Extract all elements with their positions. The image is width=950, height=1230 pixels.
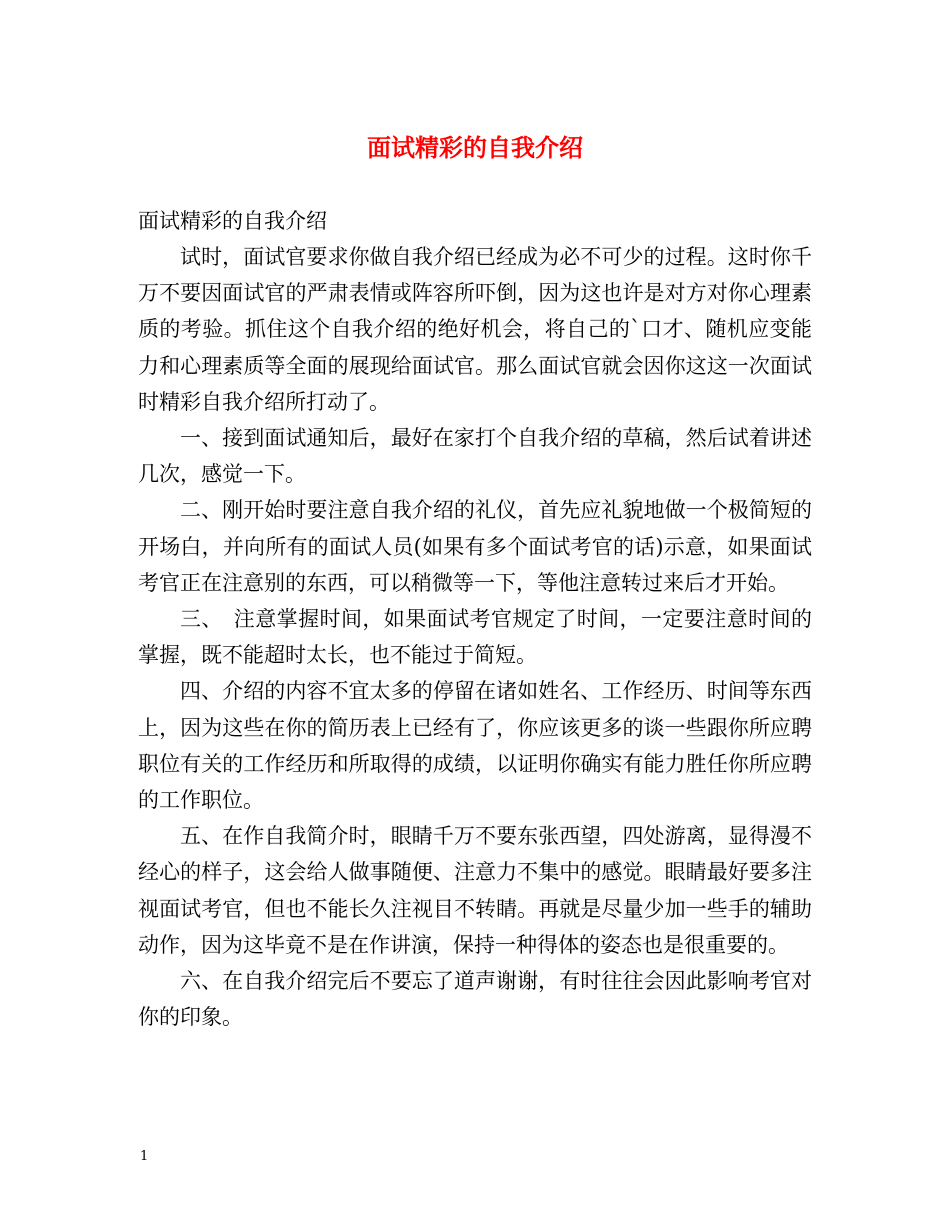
document-subtitle: 面试精彩的自我介绍 — [138, 209, 327, 233]
document-body — [138, 203, 812, 1035]
paragraph-point-6: 六、在自我介绍完后不要忘了道声谢谢，有时往往会因此影响考官对你的印象。 — [138, 969, 812, 1030]
page-number: 1 — [140, 1149, 149, 1164]
paragraph-point-3: 三、 注意掌握时间，如果面试考官规定了时间，一定要注意时间的掌握，既不能超时太长，也不能过于简短。 — [138, 607, 812, 668]
paragraph-point-5: 五、在作自我简介时，眼睛千万不要东张西望，四处游离，显得漫不经心的样子，这会给人做事随便、注意力不集中的感觉。眼睛最好要多注视面试考官，但也不能长久注视目不转睛。再就是尽量少加一些手的辅助动作，因为这毕竟不是在作讲演，保持一种得体的姿态也是很重要的。 — [138, 824, 812, 957]
paragraph-point-1: 一、接到面试通知后，最好在家打个自我介绍的草稿，然后试着讲述几次，感觉一下。 — [138, 426, 812, 487]
document-title: 面试精彩的自我介绍 — [367, 133, 583, 162]
paragraph-point-4: 四、介绍的内容不宜太多的停留在诸如姓名、工作经历、时间等东西上，因为这些在你的简历表上已经有了，你应该更多的谈一些跟你所应聘职位有关的工作经历和所取得的成绩，以证明你确实有能力胜任你所应聘的工作职位。 — [138, 679, 812, 813]
paragraph-intro: 试时，面试官要求你做自我介绍已经成为必不可少的过程。这时你千万不要因面试官的严肃表情或阵容所吓倒，因为这也许是对方对你心理素质的考验。抓住这个自我介绍的绝好机会，将自己的`口才、随机应变能力和心理素质等全面的展现给面试官。那么面试官就会因你这这一次面试时精彩自我介绍所打动了。 — [138, 245, 812, 414]
paragraph-point-2: 二、刚开始时要注意自我介绍的礼仪，首先应礼貌地做一个极简短的开场白，并向所有的面试人员(如果有多个面试考官的话)示意，如果面试考官正在注意别的东西，可以稍微等一下，等他注意转过来后才开始。 — [138, 498, 812, 595]
